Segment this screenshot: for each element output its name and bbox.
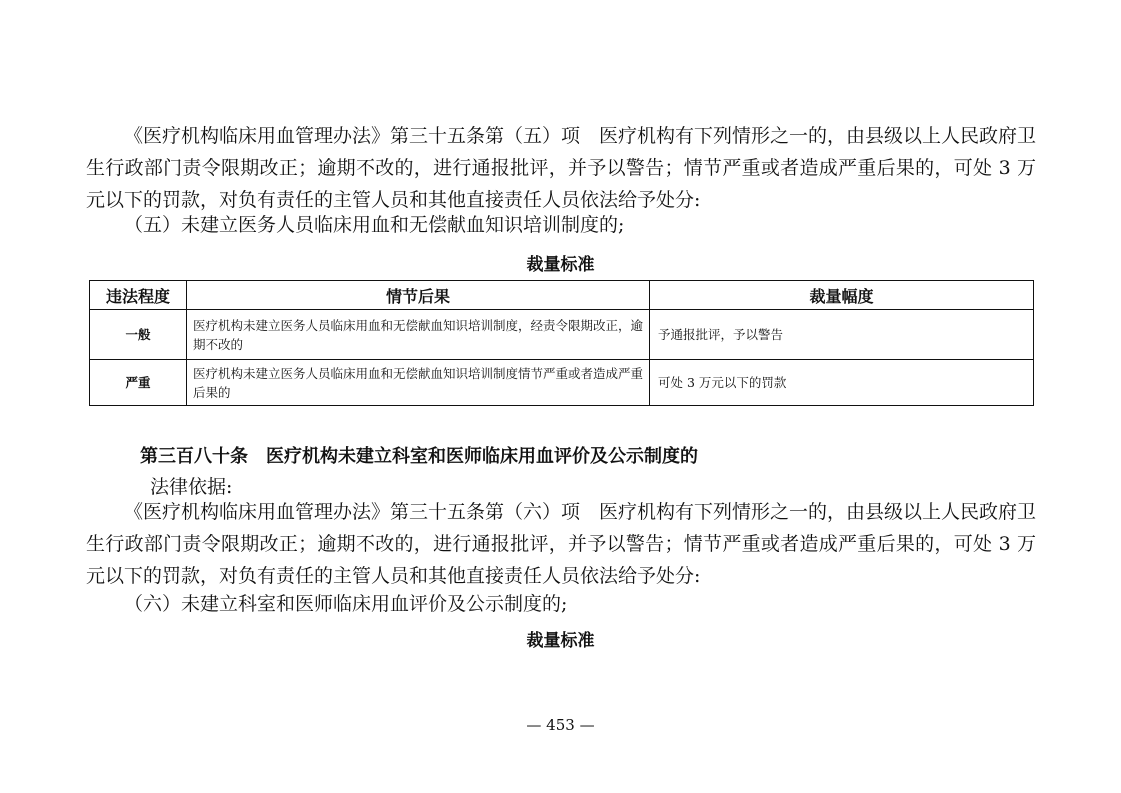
circumstance-cell: 医疗机构未建立医务人员临床用血和无偿献血知识培训制度，经责令限期改正，逾期不改的 [187,310,650,360]
penalty-cell: 予通报批评，予以警告 [650,310,1034,360]
item-6-paragraph: （六）未建立科室和医师临床用血评价及公示制度的; [124,593,568,615]
standard-heading-bottom: 裁量标准 [526,631,595,651]
table-row [90,360,1034,406]
article-380-title: 第三百八十条 医疗机构未建立科室和医师临床用血评价及公示制度的 [140,446,698,467]
circumstance-cell: 医疗机构未建立医务人员临床用血和无偿献血知识培训制度情节严重或者造成严重后果的 [187,360,650,406]
standard-heading-top: 裁量标准 [526,255,595,275]
header-discretion-range: 裁量幅度 [650,281,1034,310]
basis-paragraph-item-6: 《医疗机构临床用血管理办法》第三十五条第（六）项 医疗机构有下列情形之一的，由县级以上人民政府卫生行政部门责令限期改正；逾期不改的，进行通报批评，并予以警告；情节严重或者造成严重后果的，可处 3 万元以下的罚款，对负有责任的主管人员和其他直接责任人员依法给予处分: [86,501,1037,587]
level-cell: 严重 [90,360,187,406]
page-number: — 453 — [526,716,595,734]
legal-basis-label: 法律依据: [150,476,233,498]
header-violation-level: 违法程度 [90,281,187,310]
level-cell: 一般 [90,310,187,360]
header-circumstance: 情节后果 [187,281,650,310]
basis-paragraph-item-5: 《医疗机构临床用血管理办法》第三十五条第（五）项 医疗机构有下列情形之一的，由县级以上人民政府卫生行政部门责令限期改正；逾期不改的，进行通报批评，并予以警告；情节严重或者造成严重后果的，可处 3 万元以下的罚款，对负有责任的主管人员和其他直接责任人员依法给予处分: [86,125,1037,211]
item-5-paragraph: （五）未建立医务人员临床用血和无偿献血知识培训制度的; [124,214,625,236]
table-header-row [90,281,1034,310]
penalty-cell: 可处 3 万元以下的罚款 [650,360,1034,406]
discretion-standard-table [89,280,1034,406]
table-row [90,310,1034,360]
